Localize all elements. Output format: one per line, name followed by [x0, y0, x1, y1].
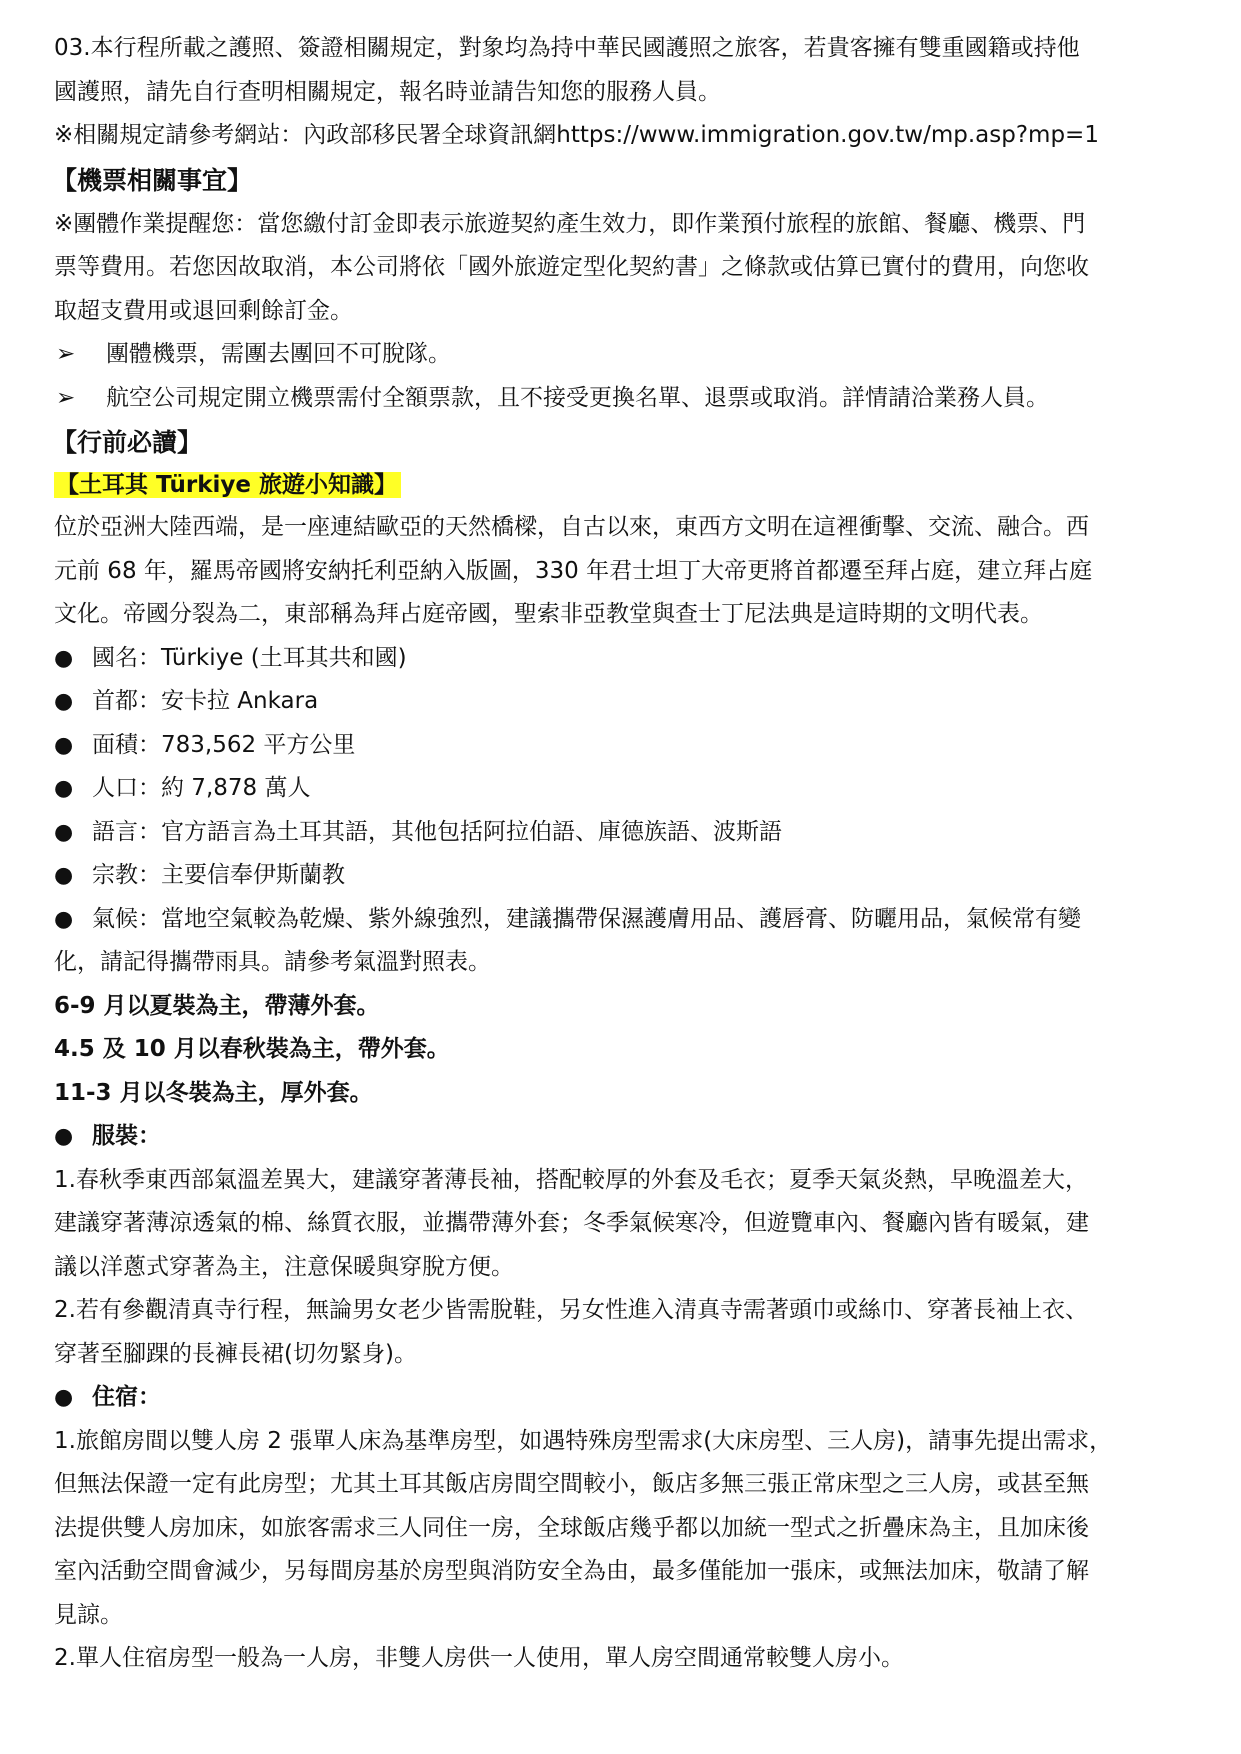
ticket-item-text: 航空公司規定開立機票需付全額票款，且不接受更換名單、退票或取消。詳情請洽業務人員。: [106, 384, 1049, 411]
clothing-heading: [54, 1115, 1179, 1159]
ticket-list-item: [54, 377, 1179, 421]
season-note: 6-9 月以夏裝為主，帶薄外套。: [54, 992, 380, 1019]
clothing-line: 議以洋蔥式穿著為主，注意保暖與穿脫方便。: [54, 1253, 514, 1280]
clothing-line: 1.春秋季東西部氣溫差異大，建議穿著薄長袖，搭配較厚的外套及毛衣；夏季天氣炎熱，早晚溫差大，: [54, 1166, 1088, 1193]
bullet-icon: ●: [54, 863, 74, 888]
fact-text: 語言：官方語言為土耳其語，其他包括阿拉伯語、庫德族語、波斯語: [92, 818, 782, 845]
season-note: 4.5 及 10 月以春秋裝為主，帶外套。: [54, 1036, 450, 1062]
bullet-icon: ●: [54, 819, 74, 845]
lodging-line: 2.單人住宿房型一般為一人房，非雙人房供一人使用，單人房空間通常較雙人房小。: [54, 1645, 904, 1671]
document-body: [54, 27, 1179, 1681]
clothing-heading-text: 服裝：: [92, 1123, 161, 1149]
bullet-icon: ●: [54, 776, 74, 801]
fact-language: [54, 811, 1179, 855]
intro-line: 位於亞洲大陸西端，是一座連結歐亞的天然橋樑，自古以來，東西方文明在這裡衝擊、交流、融合。西: [54, 514, 1089, 540]
ticket-paragraph-line: 取超支費用或退回剩餘訂金。: [54, 297, 353, 324]
clothing-line: 建議穿著薄涼透氣的棉、絲質衣服，並攜帶薄外套；冬季氣候寒冷，但遊覽車內、餐廳內皆有暖氣，建: [54, 1210, 1089, 1236]
fact-religion: [54, 854, 1179, 898]
ticket-section-heading: 【機票相關事宜】: [52, 165, 253, 195]
climate-text: 氣候：當地空氣較為乾燥、紫外線強烈，建議攜帶保濕護膚用品、護唇膏、防曬用品，氣候常有變: [92, 905, 1081, 932]
clothing-line: 穿著至腳踝的長褲長裙(切勿緊身)。: [54, 1340, 417, 1367]
lodging-line: 見諒。: [54, 1601, 123, 1628]
fact-population: [54, 767, 1179, 811]
fact-area: [54, 724, 1179, 768]
bullet-icon: ●: [54, 906, 74, 932]
climate-text-continued: 化，請記得攜帶雨具。請參考氣溫對照表。: [54, 949, 491, 975]
bullet-icon: ●: [54, 1385, 74, 1410]
fact-capital: [54, 680, 1179, 724]
lodging-heading: [54, 1376, 1179, 1420]
bullet-icon: ●: [54, 732, 74, 758]
passport-line: 03.本行程所載之護照、簽證相關規定，對象均為持中華民國護照之旅客，若貴客擁有雙重國籍或持他: [54, 35, 1080, 61]
season-note: 11-3 月以冬裝為主，厚外套。: [54, 1079, 373, 1106]
lodging-line: 但無法保證一定有此房型；尤其土耳其飯店房間空間較小，飯店多無三張正常床型之三人房，或甚至無: [54, 1471, 1089, 1497]
arrow-bullet-icon: ➢: [56, 341, 76, 367]
fact-text: 首都：安卡拉 Ankara: [92, 688, 319, 714]
fact-text: 國名：Türkiye (土耳其共和國): [92, 644, 407, 671]
bullet-icon: ●: [54, 1124, 74, 1149]
fact-text: 面積：783,562 平方公里: [92, 731, 356, 758]
fact-text: 宗教：主要信奉伊斯蘭教: [92, 862, 345, 888]
fact-climate: [54, 898, 1179, 942]
fact-country: [54, 637, 1179, 681]
bullet-icon: ●: [54, 689, 74, 714]
lodging-heading-text: 住宿：: [92, 1384, 161, 1410]
ticket-paragraph-line: ※團體作業提醒您：當您繳付訂金即表示旅遊契約產生效力，即作業預付旅程的旅館、餐廳、機票、門: [54, 210, 1086, 237]
clothing-line: 2.若有參觀清真寺行程，無論男女老少皆需脫鞋，另女性進入清真寺需著頭巾或絲巾、穿著長袖上衣、: [54, 1297, 1088, 1323]
turkey-tips-highlight: 【土耳其 Türkiye 旅遊小知識】: [54, 472, 401, 498]
bullet-icon: ●: [54, 645, 74, 671]
lodging-line: 1.旅館房間以雙人房 2 張單人床為基準房型，如遇特殊房型需求(大床房型、三人房)，請事先提出需求，: [54, 1427, 1113, 1454]
immigration-reference: ※相關規定請參考網站：內政部移民署全球資訊網https://www.immigration.gov.tw/mp.asp?mp=1: [54, 122, 1099, 148]
passport-line: 國護照，請先自行查明相關規定，報名時並請告知您的服務人員。: [54, 78, 721, 105]
fact-text: 人口：約 7,878 萬人: [92, 775, 311, 801]
intro-line: 文化。帝國分裂為二，東部稱為拜占庭帝國，聖索非亞教堂與查士丁尼法典是這時期的文明代表。: [54, 601, 1043, 627]
arrow-bullet-icon: ➢: [56, 384, 76, 411]
lodging-line: 室內活動空間會減少，另每間房基於房型與消防安全為由，最多僅能加一張床，或無法加床，敬請了解: [54, 1558, 1089, 1584]
ticket-item-text: 團體機票，需團去團回不可脫隊。: [106, 341, 451, 367]
intro-line: 元前 68 年，羅馬帝國將安納托利亞納入版圖，330 年君士坦丁大帝更將首都遷至拜占庭，建立拜占庭: [54, 557, 1093, 584]
lodging-line: 法提供雙人房加床，如旅客需求三人同住一房，全球飯店幾乎都以加統一型式之折疊床為主，且加床後: [54, 1514, 1089, 1541]
ticket-list-item: [54, 333, 1179, 377]
must-read-heading: 【行前必讀】: [52, 428, 203, 457]
ticket-paragraph-line: 票等費用。若您因故取消，本公司將依「國外旅遊定型化契約書」之條款或估算已實付的費用，向您收: [54, 254, 1089, 280]
